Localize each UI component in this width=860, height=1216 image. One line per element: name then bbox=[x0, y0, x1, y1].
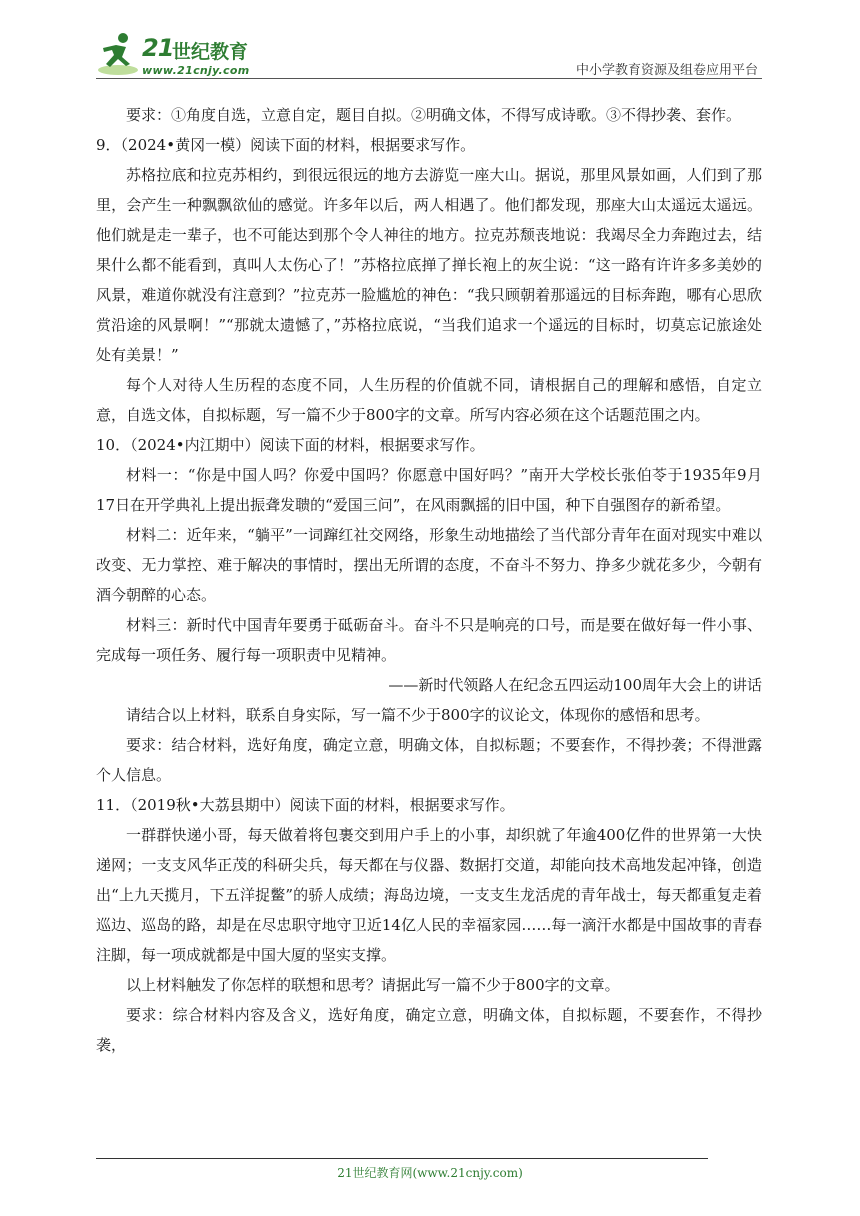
q8-requirements: 要求：①角度自选，立意自定，题目自拟。②明确文体，不得写成诗歌。③不得抄袭、套作。 bbox=[126, 106, 742, 124]
q10-title: 10．（2024•内江期中）阅读下面的材料，根据要求写作。 bbox=[96, 436, 485, 454]
footer-divider bbox=[96, 1158, 708, 1159]
q11-title: 11．（2019秋•大荔县期中）阅读下面的材料，根据要求写作。 bbox=[96, 796, 515, 814]
q10-material-1: 材料一：“你是中国人吗？你爱中国吗？你愿意中国好吗？”南开大学校长张伯苓于1935年9月17日在开学典礼上提出振聋发聩的“爱国三问”，在风雨飘摇的旧中国，种下自强图存的新希望。 bbox=[96, 466, 762, 514]
q11-requirements: 要求：综合材料内容及含义，选好角度，确定立意，明确文体，自拟标题，不要套作，不得抄袭， bbox=[96, 1006, 762, 1054]
header-tagline: 中小学教育资源及组卷应用平台 bbox=[575, 63, 758, 78]
document-body bbox=[96, 100, 762, 1060]
q10-task: 请结合以上材料，联系自身实际，写一篇不少于800字的议论文，体现你的感悟和思考。 bbox=[126, 706, 710, 724]
logo-brand-text: 世纪教育 bbox=[172, 41, 249, 63]
q9-task: 每个人对待人生历程的态度不同，人生历程的价值就不同，请根据自己的理解和感悟，自定立意，自选文体，自拟标题，写一篇不少于800字的文章。所写内容必须在这个话题范围之内。 bbox=[96, 376, 762, 424]
header-divider bbox=[96, 78, 762, 79]
q11-task: 以上材料触发了你怎样的联想和思考？请据此写一篇不少于800字的文章。 bbox=[126, 976, 620, 994]
logo-number: 21 bbox=[142, 34, 174, 62]
q10-material-2: 材料二：近年来，“躺平”一词蹿红社交网络，形象生动地描绘了当代部分青年在面对现实中难以改变、无力掌控、难于解决的事情时，摆出无所谓的态度，不奋斗不努力、挣多少就花多少，今朝有酒今朝醉的心态。 bbox=[96, 526, 762, 604]
q10-material-3: 材料三：新时代中国青年要勇于砥砺奋斗。奋斗不只是响亮的口号，而是要在做好每一件小事、完成每一项任务、履行每一项职责中见精神。 bbox=[96, 616, 762, 664]
q11-material: 一群群快递小哥，每天做着将包裹交到用户手上的小事，却织就了年逾400亿件的世界第一大快递网；一支支风华正茂的科研尖兵，每天都在与仪器、数据打交道，却能向技术高地发起冲锋，创造出“上九天揽月，下五洋捉鳖”的骄人成绩；海岛边境，一支支生龙活虎的青年战士，每天都重复走着巡边、巡岛的路，却是在尽忠职守地守卫近14亿人民的幸福家园……每一滴汗水都是中国故事的青春注脚，每一项成就都是中国大厦的坚实支撑。 bbox=[96, 826, 762, 964]
runner-icon bbox=[96, 30, 140, 78]
q9-title: 9．（2024•黄冈一模）阅读下面的材料，根据要求写作。 bbox=[96, 136, 476, 154]
logo-url: www.21cnjy.com bbox=[142, 64, 250, 77]
q9-material: 苏格拉底和拉克苏相约，到很远很远的地方去游览一座大山。据说，那里风景如画，人们到了那里，会产生一种飘飘欲仙的感觉。许多年以后，两人相遇了。他们都发现，那座大山太遥远太遥远。他们就是走一辈子，也不可能达到那个令人神往的地方。拉克苏颓丧地说：我竭尽全力奔跑过去，结果什么都不能看到，真叫人太伤心了！”苏格拉底掸了掸长袍上的灰尘说：“这一路有许许多多美妙的风景，难道你就没有注意到？”拉克苏一脸尴尬的神色：“我只顾朝着那遥远的目标奔跑，哪有心思欣赏沿途的风景啊！”“那就太遗憾了，”苏格拉底说，“当我们追求一个遥远的目标时，切莫忘记旅途处处有美景！” bbox=[96, 166, 762, 364]
q10-requirements: 要求：结合材料，选好角度，确定立意，明确文体，自拟标题；不要套作，不得抄袭；不得泄露个人信息。 bbox=[96, 736, 762, 784]
site-logo[interactable] bbox=[96, 28, 266, 80]
footer-link[interactable]: 21世纪教育网(www.21cnjy.com) bbox=[337, 1166, 523, 1180]
q10-source: ——新时代领路人在纪念五四运动100周年大会上的讲话 bbox=[388, 676, 762, 694]
